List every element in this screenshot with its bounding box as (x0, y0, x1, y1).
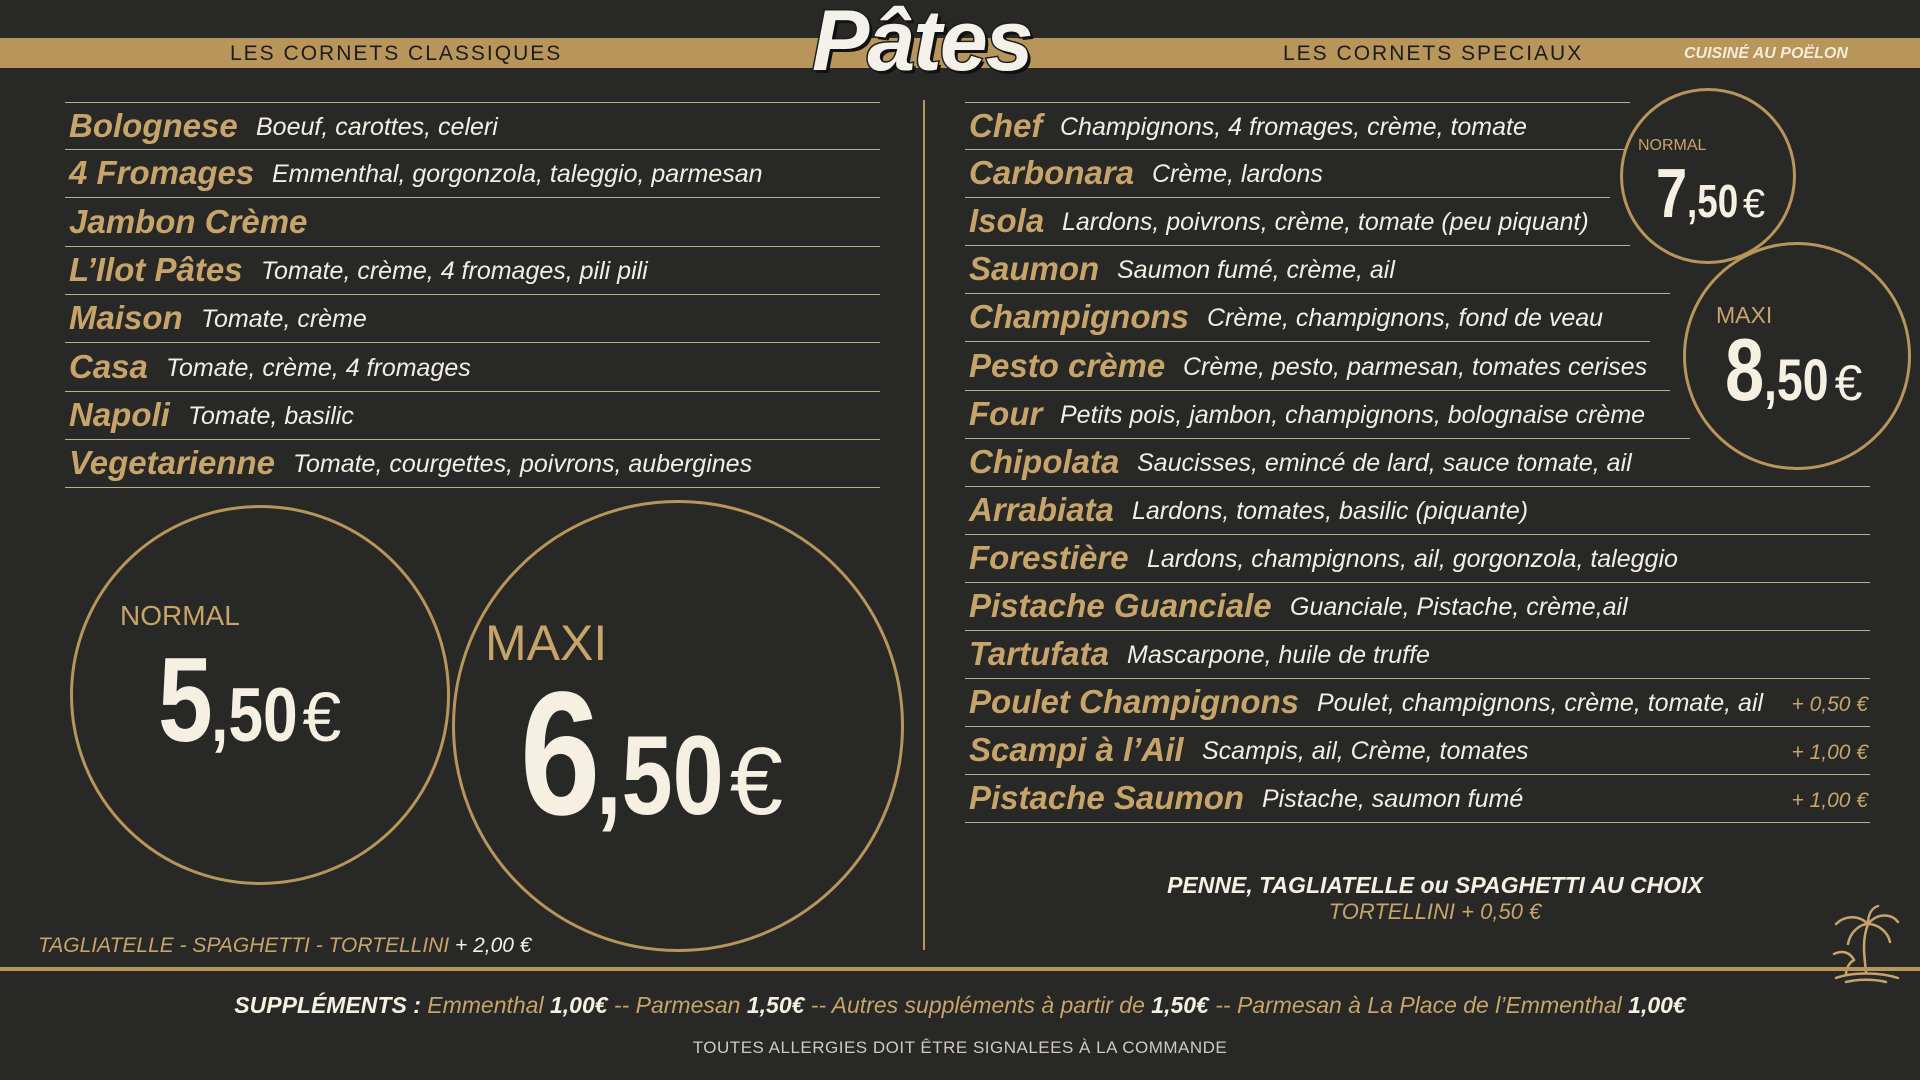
special-menu-row (965, 535, 1870, 583)
classic-menu-row (65, 295, 880, 343)
dish-extra-price: + 1,00 € (1791, 789, 1868, 813)
classic-menu-row (65, 150, 880, 198)
dish-description: Lardons, champignons, ail, gorgonzola, taleggio (1147, 544, 1678, 573)
dish-name: Four (969, 394, 1043, 432)
special-maxi-price-int: 8 (1725, 320, 1765, 419)
special-menu-row (965, 102, 1630, 150)
allergy-notice: TOUTES ALLERGIES DOIT ÊTRE SIGNALEES À LA COMMANDE (692, 1038, 1228, 1057)
dish-name: Scampi à l’Ail (969, 731, 1184, 769)
supplement-separator: -- (1208, 992, 1237, 1018)
dish-name: Jambon Crème (69, 202, 308, 240)
classic-menu-row (65, 199, 880, 247)
classic-section-label: LES CORNETS CLASSIQUES (230, 42, 563, 65)
classic-normal-price-int: 5 (158, 633, 213, 767)
classic-menu-row (65, 247, 880, 295)
special-menu-row (965, 775, 1870, 823)
special-menu-row (965, 198, 1630, 246)
dish-description: Pistache, saumon fumé (1262, 785, 1524, 814)
dish-name: Napoli (69, 395, 170, 433)
classic-normal-price (158, 633, 342, 767)
classic-normal-label: NORMAL (120, 600, 240, 631)
special-menu-row (965, 487, 1870, 535)
supplements-label: SUPPLÉMENTS : (234, 992, 421, 1018)
special-menu-row (965, 294, 1650, 342)
special-section-label: LES CORNETS SPECIAUX (1283, 42, 1584, 65)
classic-maxi-price-int: 6 (520, 656, 601, 852)
supplement-price: 1,50€ (1151, 992, 1209, 1018)
classic-maxi-currency: € (729, 728, 783, 835)
special-cooking-note: CUISINÉ AU POËLON (1684, 45, 1848, 62)
dish-description: Tomate, crème (201, 305, 367, 334)
classic-pasta-note (38, 934, 531, 958)
supplement-name: Parmesan (635, 992, 741, 1018)
supplement-price: 1,50€ (746, 992, 805, 1018)
dish-name: Pesto crème (969, 346, 1166, 384)
dish-name: Vegetarienne (69, 444, 276, 482)
tortellini-line: TORTELLINI + 0,50 € (1328, 899, 1542, 924)
column-divider (923, 100, 925, 950)
special-menu-row (965, 391, 1690, 439)
special-maxi-price (1725, 320, 1863, 419)
dish-description: Lardons, tomates, basilic (piquante) (1132, 496, 1529, 525)
classic-normal-currency: € (302, 678, 342, 756)
classic-menu-row (65, 440, 880, 488)
dish-description: Crème, pesto, parmesan, tomates cerises (1183, 352, 1648, 381)
dish-name: Chipolata (969, 442, 1120, 480)
classic-maxi-price-dec: ,50 (595, 713, 724, 838)
dish-name: Forestière (969, 538, 1129, 576)
supplements-line (0, 992, 1920, 1019)
special-maxi-price-dec: ,50 (1763, 348, 1829, 413)
dish-name: Bolognese (69, 107, 238, 144)
dish-description: Emmenthal, gorgonzola, taleggio, parmesan (272, 160, 763, 189)
special-normal-currency: € (1742, 182, 1766, 226)
special-menu-row (965, 631, 1870, 679)
dish-description: Tomate, courgettes, poivrons, aubergines (293, 450, 753, 479)
dish-name: Tartufata (969, 635, 1109, 673)
pasta-choice-line: PENNE, TAGLIATELLE ou SPAGHETTI AU CHOIX (1167, 872, 1703, 898)
dish-name: Chef (969, 107, 1043, 144)
special-normal-price-dec: ,50 (1686, 175, 1739, 227)
dish-name: Casa (69, 347, 148, 385)
special-maxi-label: MAXI (1716, 302, 1773, 328)
special-menu-row (965, 150, 1610, 198)
dish-description: Saucisses, emincé de lard, sauce tomate, ail (1137, 448, 1632, 477)
dish-name: 4 Fromages (69, 154, 255, 192)
supplement-name: Autres suppléments à partir de (831, 992, 1145, 1018)
dish-name: Pistache Saumon (969, 779, 1245, 817)
dish-description: Scampis, ail, Crème, tomates (1202, 737, 1529, 766)
dish-description: Saumon fumé, crème, ail (1117, 256, 1395, 285)
dish-description: Petits pois, jambon, champignons, bolognaise crème (1060, 400, 1646, 429)
dish-description: Tomate, basilic (188, 401, 354, 430)
dish-extra-price: + 1,00 € (1791, 741, 1868, 765)
special-normal-price-int: 7 (1656, 154, 1688, 232)
supplement-separator: -- (804, 992, 832, 1018)
classic-menu-row (65, 344, 880, 392)
supplement-name: Emmenthal (427, 992, 544, 1018)
supplement-price: 1,00€ (549, 992, 608, 1018)
supplement-separator: -- (607, 992, 636, 1018)
special-menu-row (965, 679, 1870, 727)
classic-pasta-note-text: TAGLIATELLE - SPAGHETTI - TORTELLINI (38, 934, 450, 957)
special-menu-row (965, 727, 1870, 775)
dish-description: Crème, lardons (1152, 160, 1323, 189)
dish-name: Maison (69, 299, 183, 337)
dish-description: Mascarpone, huile de truffe (1127, 641, 1430, 670)
dish-name: Champignons (969, 298, 1189, 336)
special-normal-price (1656, 154, 1766, 232)
dish-name: L’Ilot Pâtes (69, 250, 243, 288)
dish-name: Poulet Champignons (969, 683, 1299, 721)
dish-description: Boeuf, carottes, celeri (256, 113, 498, 141)
classic-maxi-label: MAXI (485, 615, 608, 671)
supplement-name: Parmesan à La Place de l’Emmenthal (1236, 992, 1622, 1018)
dish-name: Carbonara (969, 154, 1135, 192)
special-menu-row (965, 246, 1670, 294)
dish-description: Champignons, 4 fromages, crème, tomate (1060, 113, 1527, 141)
dish-name: Pistache Guanciale (969, 587, 1272, 624)
special-menu-row (965, 583, 1870, 631)
dish-description: Guanciale, Pistache, crème,ail (1290, 593, 1628, 621)
special-normal-label: NORMAL (1638, 137, 1707, 154)
dish-description: Lardons, poivrons, crème, tomate (peu piquant) (1062, 208, 1589, 237)
dish-description: Tomate, crème, 4 fromages (166, 353, 471, 382)
classic-maxi-price (520, 656, 783, 852)
dish-extra-price: + 0,50 € (1791, 693, 1868, 717)
dish-name: Arrabiata (969, 490, 1114, 528)
supplement-price: 1,00€ (1628, 992, 1686, 1018)
dish-description: Tomate, crème, 4 fromages, pili pili (261, 256, 648, 285)
special-maxi-currency: € (1834, 355, 1863, 411)
classic-menu-row (65, 102, 880, 150)
dish-description: Poulet, champignons, crème, tomate, ail (1317, 689, 1764, 718)
dish-name: Isola (969, 202, 1045, 240)
palm-tree-island-icon (1828, 902, 1904, 986)
footer-divider (0, 967, 1920, 971)
classic-pasta-note-price: + 2,00 € (455, 934, 532, 957)
classic-menu-row (65, 392, 880, 440)
special-menu-row (965, 343, 1670, 391)
page-title: Pâtes (812, 0, 1032, 89)
dish-description: Crème, champignons, fond de veau (1207, 304, 1604, 333)
classic-normal-price-dec: ,50 (210, 673, 298, 758)
dish-name: Saumon (969, 250, 1100, 288)
